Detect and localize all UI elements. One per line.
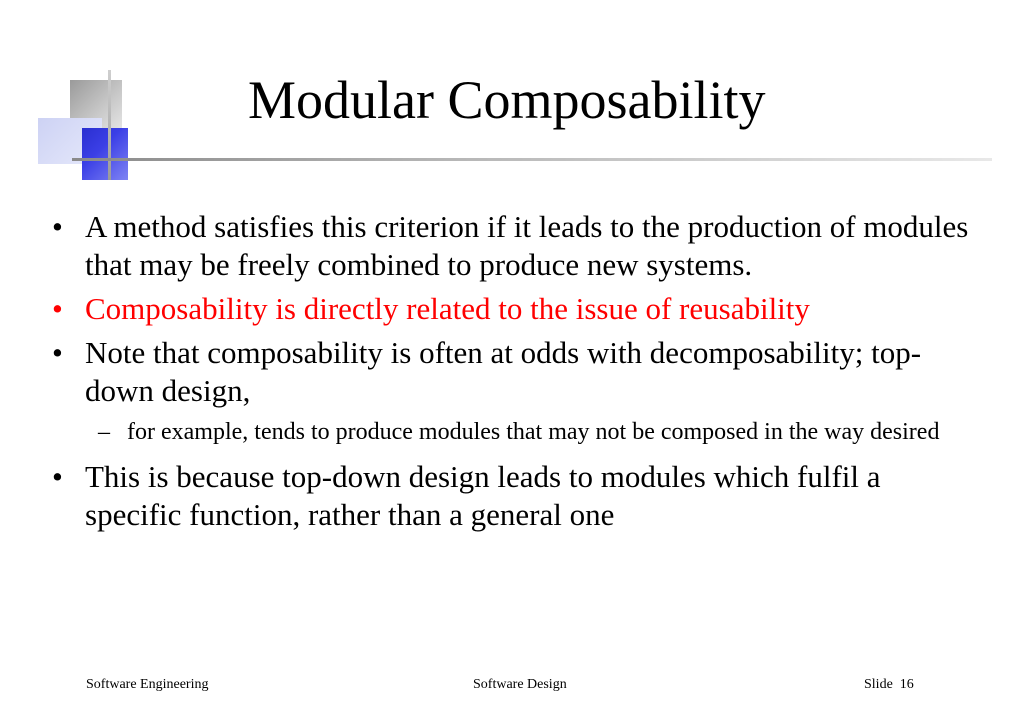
footer-topic: Software Design xyxy=(473,677,567,692)
bullet-item xyxy=(48,208,978,284)
bullet-text: This is because top-down design leads to modules which fulfil a specific function, rather than a general one xyxy=(85,459,881,532)
bullet-marker: • xyxy=(52,291,63,326)
bullet-item xyxy=(48,334,978,410)
bullet-marker: • xyxy=(52,459,63,494)
sub-bullet-text: for example, tends to produce modules that may not be composed in the way desired xyxy=(127,419,940,445)
bullet-marker: • xyxy=(52,209,63,244)
title-underline xyxy=(72,158,992,161)
bullet-text: Composability is directly related to the issue of reusability xyxy=(85,291,810,326)
bullet-text: Note that composability is often at odds with decomposability; top-down design, xyxy=(85,335,922,408)
bullet-text: A method satisfies this criterion if it leads to the production of modules that may be freely combined to produce new systems. xyxy=(85,209,969,282)
sub-bullet-marker: – xyxy=(98,419,110,445)
footer-course: Software Engineering xyxy=(86,677,209,692)
slide-label: Slide xyxy=(864,677,893,692)
decorative-vertical-line xyxy=(108,70,111,180)
slide-title: Modular Composability xyxy=(248,70,766,130)
bullet-marker: • xyxy=(52,335,63,370)
bullet-item-highlighted xyxy=(48,290,978,328)
decorative-blue-square xyxy=(82,128,128,180)
bullet-item xyxy=(48,458,978,534)
sub-bullet-item xyxy=(48,416,978,448)
footer-slide-number xyxy=(864,676,914,694)
slide-number: 16 xyxy=(899,677,914,692)
bullet-list xyxy=(48,208,978,540)
